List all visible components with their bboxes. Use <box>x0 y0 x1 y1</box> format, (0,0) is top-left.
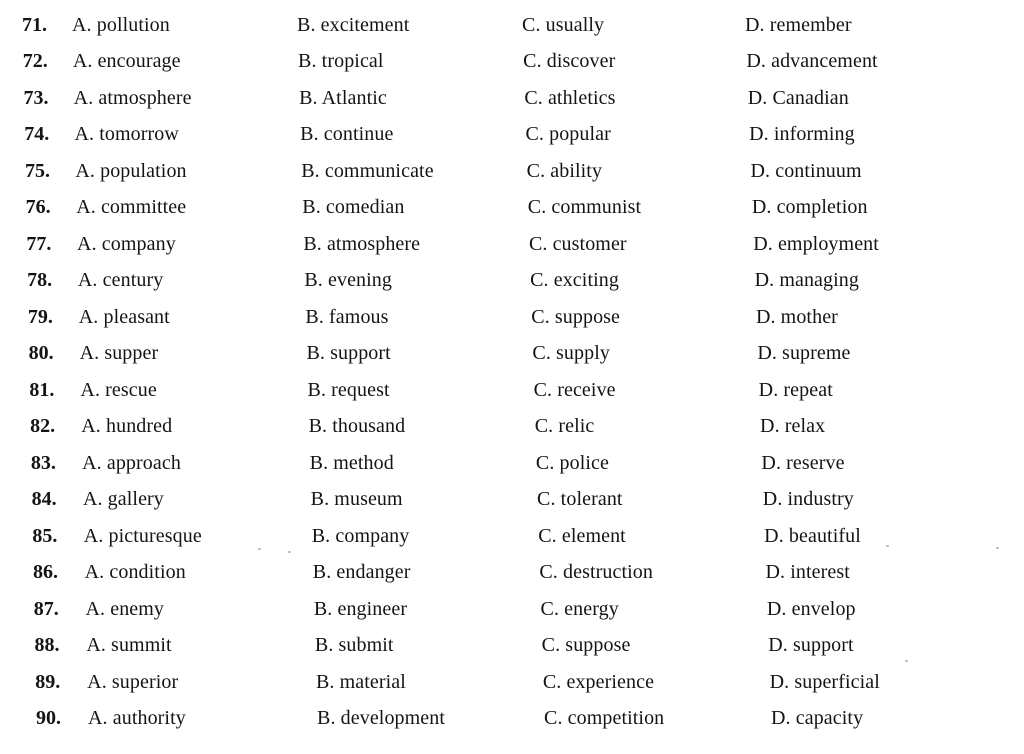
option-c: C. supply <box>532 342 610 365</box>
option-d: D. repeat <box>758 378 833 401</box>
question-row <box>0 521 1024 551</box>
question-row <box>0 630 1024 660</box>
option-d: D. capacity <box>771 707 864 729</box>
option-a: A. pollution <box>72 14 170 36</box>
question-number: 77. <box>26 232 52 255</box>
option-a: A. committee <box>76 196 187 219</box>
question-row <box>0 411 1024 441</box>
question-number: 86. <box>33 561 59 584</box>
question-row <box>0 667 1024 697</box>
question-row <box>0 265 1024 295</box>
option-c: C. tolerant <box>537 488 623 511</box>
scan-speck <box>258 548 261 550</box>
option-c: C. usually <box>522 14 605 36</box>
option-a: A. hundred <box>81 415 173 438</box>
option-c: C. exciting <box>530 269 619 292</box>
option-d: D. superficial <box>769 670 880 693</box>
option-d: D. completion <box>751 196 868 219</box>
option-d: D. Canadian <box>747 86 849 109</box>
option-c: C. communist <box>527 196 642 219</box>
question-number: 88. <box>34 634 60 657</box>
option-d: D. continuum <box>750 159 862 182</box>
option-c: C. destruction <box>539 561 653 584</box>
option-a: A. population <box>75 159 187 182</box>
option-c: C. police <box>535 451 609 474</box>
question-row <box>0 338 1024 368</box>
option-c: C. competition <box>544 707 665 729</box>
question-number: 84. <box>31 488 57 511</box>
option-d: D. industry <box>762 488 854 511</box>
option-c: C. experience <box>542 670 655 693</box>
option-d: D. managing <box>754 269 859 292</box>
option-d: D. reserve <box>761 451 845 474</box>
option-c: C. customer <box>528 232 627 255</box>
option-d: D. beautiful <box>764 524 861 547</box>
option-c: C. athletics <box>524 86 616 109</box>
option-d: D. supreme <box>757 342 851 365</box>
option-c: C. popular <box>525 123 611 146</box>
question-number: 75. <box>24 159 50 182</box>
option-b: B. support <box>306 342 391 365</box>
option-d: D. advancement <box>746 50 878 73</box>
option-c: C. energy <box>540 597 619 620</box>
option-b: B. submit <box>314 634 394 657</box>
scan-speck <box>996 547 999 549</box>
question-number: 72. <box>22 50 48 73</box>
option-d: D. relax <box>760 415 826 438</box>
option-d: D. interest <box>765 561 850 584</box>
option-b: B. comedian <box>302 196 405 219</box>
option-b: B. development <box>317 707 446 729</box>
option-b: B. request <box>307 378 390 401</box>
option-c: C. receive <box>533 378 616 401</box>
question-number: 80. <box>28 342 54 365</box>
question-row <box>0 484 1024 514</box>
option-d: D. support <box>768 634 854 657</box>
question-row <box>0 10 1024 40</box>
option-a: A. supper <box>79 342 159 365</box>
option-c: C. element <box>538 524 626 547</box>
question-row <box>0 156 1024 186</box>
option-c: C. suppose <box>531 305 621 328</box>
option-d: D. informing <box>749 123 855 146</box>
question-row <box>0 557 1024 587</box>
question-row <box>0 192 1024 222</box>
option-a: A. picturesque <box>83 524 202 547</box>
option-a: A. century <box>77 269 164 292</box>
question-row <box>0 229 1024 259</box>
option-d: D. envelop <box>766 597 856 620</box>
option-b: B. engineer <box>313 597 408 620</box>
option-b: B. famous <box>305 305 389 328</box>
option-d: D. mother <box>755 305 838 328</box>
question-number: 87. <box>33 597 59 620</box>
option-c: C. ability <box>526 159 603 182</box>
option-b: B. tropical <box>298 50 384 73</box>
option-b: B. communicate <box>301 159 434 182</box>
scan-speck <box>905 660 908 662</box>
option-a: A. approach <box>82 451 181 474</box>
question-number: 85. <box>32 524 58 547</box>
option-b: B. atmosphere <box>303 232 421 255</box>
question-number: 71. <box>22 14 47 36</box>
option-b: B. excitement <box>297 14 410 36</box>
option-b: B. method <box>309 451 394 474</box>
scan-speck <box>886 545 889 547</box>
option-b: B. material <box>315 670 406 693</box>
option-a: A. tomorrow <box>74 123 179 146</box>
question-number: 74. <box>24 123 50 146</box>
question-row <box>0 119 1024 149</box>
option-a: A. gallery <box>82 488 164 511</box>
option-b: B. company <box>311 524 410 547</box>
option-a: A. condition <box>84 561 186 584</box>
option-a: A. summit <box>86 634 172 657</box>
option-b: B. Atlantic <box>299 86 387 109</box>
option-a: A. authority <box>88 707 186 729</box>
question-row <box>0 83 1024 113</box>
option-c: C. suppose <box>541 634 631 657</box>
question-row <box>0 448 1024 478</box>
option-a: A. rescue <box>80 378 157 401</box>
option-b: B. museum <box>310 488 403 511</box>
option-c: C. discover <box>523 50 616 73</box>
question-number: 73. <box>23 86 49 109</box>
question-number: 76. <box>25 196 51 219</box>
question-row <box>0 375 1024 405</box>
option-b: B. evening <box>304 269 393 292</box>
option-d: D. remember <box>745 14 852 36</box>
question-number: 83. <box>30 451 56 474</box>
question-row <box>0 594 1024 624</box>
option-b: B. endanger <box>312 561 411 584</box>
option-b: B. continue <box>300 123 394 146</box>
question-row <box>0 302 1024 332</box>
question-row <box>0 46 1024 76</box>
option-a: A. superior <box>87 670 179 693</box>
question-number: 78. <box>27 269 53 292</box>
option-c: C. relic <box>534 415 595 438</box>
option-a: A. company <box>77 232 176 255</box>
question-number: 89. <box>35 670 61 693</box>
question-number: 90. <box>36 707 61 729</box>
option-a: A. encourage <box>72 50 181 73</box>
question-number: 82. <box>30 415 56 438</box>
option-a: A. atmosphere <box>73 86 192 109</box>
option-a: A. enemy <box>85 597 165 620</box>
question-number: 81. <box>29 378 55 401</box>
option-b: B. thousand <box>308 415 406 438</box>
option-d: D. employment <box>753 232 879 255</box>
scan-speck <box>288 551 291 553</box>
option-a: A. pleasant <box>78 305 170 328</box>
question-row <box>0 703 1024 733</box>
question-number: 79. <box>27 305 53 328</box>
